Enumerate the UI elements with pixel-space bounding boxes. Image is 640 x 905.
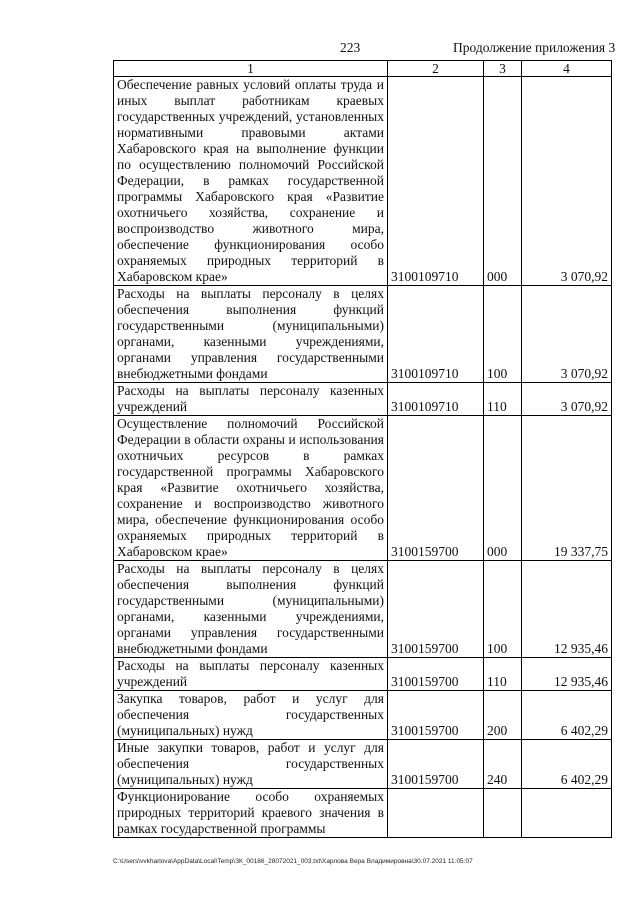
column-header: 4	[522, 61, 612, 77]
continuation-note: Продолжение приложения 3	[453, 40, 616, 55]
row-description: Расходы на выплаты персоналу казенных учреждений	[114, 383, 388, 416]
row-amount: 6 402,29	[522, 740, 612, 789]
row-expense-type: 000	[484, 416, 522, 561]
row-amount: 12 935,46	[522, 658, 612, 691]
row-expense-type: 110	[484, 383, 522, 416]
row-description: Осуществление полномочий Российской Федерации в области охраны и использования охотничьих ресурсов в рамках государственной программы Хабаровского края «Развитие охотничьего хозяйства, сохранение и воспроизводство животного мира, обеспечение функционирования особо охраняемых природных территорий в Хабаровском крае»	[114, 416, 388, 561]
row-target-code: 3100159700	[388, 561, 484, 658]
row-description: Расходы на выплаты персоналу в целях обеспечения выполнения функций государственными (муниципальными) органами, казенными учреждениями, органами управления государственными внебюджетными фондами	[114, 561, 388, 658]
table-row	[114, 416, 612, 561]
table-row	[114, 286, 612, 383]
table-row	[114, 561, 612, 658]
row-expense-type: 100	[484, 561, 522, 658]
row-expense-type: 240	[484, 740, 522, 789]
table-row	[114, 383, 612, 416]
row-amount: 3 070,92	[522, 77, 612, 286]
page-number: 223	[340, 40, 361, 55]
row-expense-type: 110	[484, 658, 522, 691]
row-expense-type: 000	[484, 77, 522, 286]
file-path-footer: C:\Users\vvkharlova\AppData\Local\Temp\ЗК_00186_28072021_003.txt\Харлова Вера Владимировна\30.07.2021 11:05:07	[113, 858, 473, 865]
row-expense-type	[484, 789, 522, 838]
table-row	[114, 691, 612, 740]
row-amount: 6 402,29	[522, 691, 612, 740]
row-expense-type: 200	[484, 691, 522, 740]
column-header: 3	[484, 61, 522, 77]
row-amount	[522, 789, 612, 838]
row-description: Обеспечение равных условий оплаты труда и иных выплат работникам краевых государственных учреждений, установленных нормативными правовыми актами Хабаровского края на выполнение функции по осуществлению полномочий Российской Федерации, в рамках государственной программы Хабаровского края «Развитие охотничьего хозяйства, сохранение и воспроизводство животного мира, обеспечение функционирования особо охраняемых природных территорий в Хабаровском крае»	[114, 77, 388, 286]
table-row	[114, 77, 612, 286]
table-header-row	[114, 61, 612, 77]
row-expense-type: 100	[484, 286, 522, 383]
row-amount: 3 070,92	[522, 383, 612, 416]
table-row	[114, 658, 612, 691]
row-description: Функционирование особо охраняемых природных территорий краевого значения в рамках государственной программы	[114, 789, 388, 838]
row-target-code: 3100159700	[388, 658, 484, 691]
row-target-code	[388, 789, 484, 838]
page-header	[0, 40, 640, 60]
row-amount: 3 070,92	[522, 286, 612, 383]
row-amount: 19 337,75	[522, 416, 612, 561]
column-header: 1	[114, 61, 388, 77]
table-row	[114, 740, 612, 789]
row-target-code: 3100159700	[388, 740, 484, 789]
row-amount: 12 935,46	[522, 561, 612, 658]
row-target-code: 3100109710	[388, 77, 484, 286]
row-description: Иные закупки товаров, работ и услуг для обеспечения государственных (муниципальных) нужд	[114, 740, 388, 789]
row-target-code: 3100159700	[388, 691, 484, 740]
column-header: 2	[388, 61, 484, 77]
row-description: Расходы на выплаты персоналу казенных учреждений	[114, 658, 388, 691]
table-row	[114, 789, 612, 838]
budget-table	[113, 60, 612, 838]
row-target-code: 3100159700	[388, 416, 484, 561]
row-target-code: 3100109710	[388, 286, 484, 383]
row-description: Закупка товаров, работ и услуг для обеспечения государственных (муниципальных) нужд	[114, 691, 388, 740]
row-target-code: 3100109710	[388, 383, 484, 416]
row-description: Расходы на выплаты персоналу в целях обеспечения выполнения функций государственными (муниципальными) органами, казенными учреждениями, органами управления государственными внебюджетными фондами	[114, 286, 388, 383]
